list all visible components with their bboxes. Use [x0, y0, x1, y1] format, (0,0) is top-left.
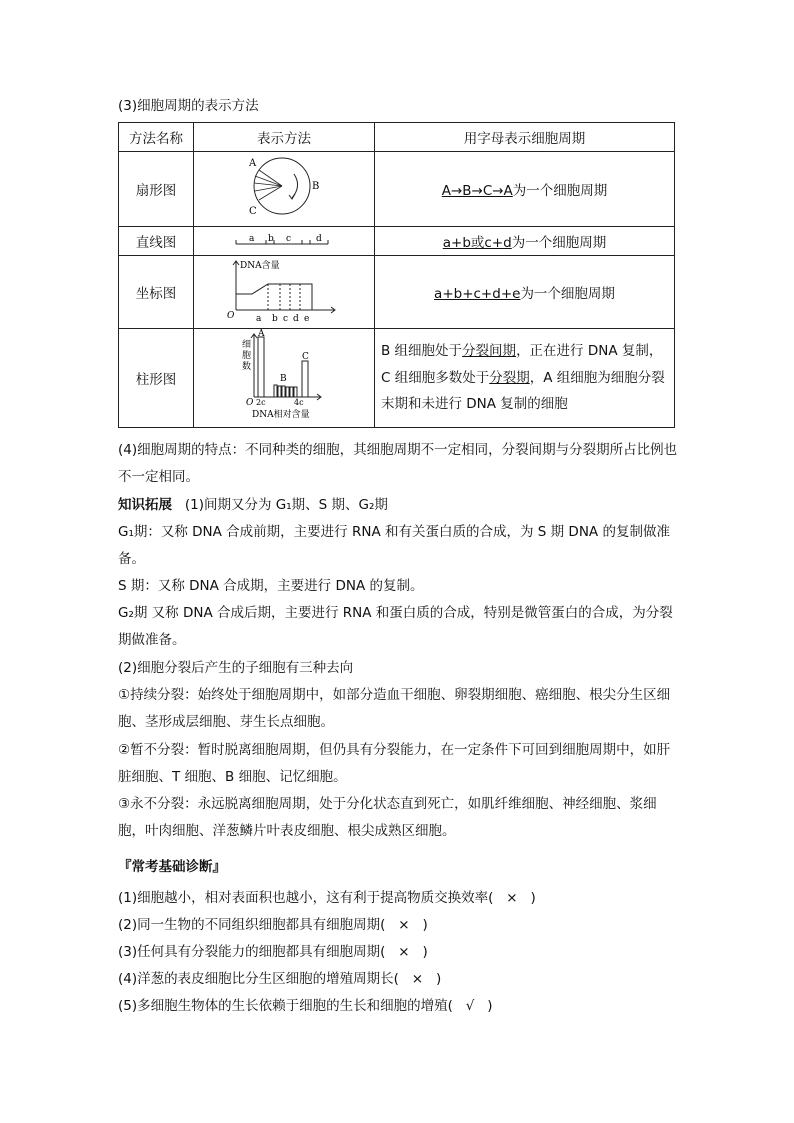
bar-b2: [278, 386, 281, 397]
bar-diagram-cell: [194, 329, 375, 428]
diagnosis-item: [118, 886, 678, 910]
bar-origin: O: [246, 398, 254, 408]
diagnosis-mark: ×: [398, 944, 410, 960]
table-row: [119, 152, 675, 227]
diagnosis-mark: ×: [411, 971, 424, 987]
diagnosis-item: [118, 913, 678, 937]
desc-underlined: a+b+c+d+e: [434, 286, 521, 302]
row-desc: [375, 329, 675, 428]
fan-diagram-cell: [194, 152, 375, 227]
bar-label-c: C: [302, 352, 309, 362]
knowledge-intro: [118, 492, 678, 519]
bar-label-a: A: [258, 329, 265, 339]
coord-label-b: b: [272, 314, 278, 324]
table-row: [119, 329, 675, 428]
diagnosis-text: (5)多细胞生物体的生长依赖于细胞的生长和细胞的增殖(: [118, 998, 453, 1014]
coord-ylabel: DNA含量: [240, 261, 280, 271]
section-3-title: (3)细胞周期的表示方法: [118, 98, 259, 114]
desc-underlined: a+b或c+d: [442, 235, 512, 251]
g1-text: G₁期：又称 DNA 合成前期，主要进行 RNA 和有关蛋白质的合成，为 S 期 DNA 的复制做准备。: [118, 524, 670, 567]
bar-c: [302, 361, 308, 397]
row-name: 扇形图: [119, 152, 194, 227]
coord-label-a: a: [256, 314, 262, 324]
diagnosis-item: [118, 994, 678, 1018]
table-row: [119, 256, 675, 329]
bar-b5: [290, 387, 293, 397]
coord-diagram: [194, 256, 374, 324]
bar-b3: [282, 386, 285, 397]
cell-cycle-table: [118, 122, 675, 428]
desc-rest: 为一个细胞周期: [520, 286, 615, 302]
bar-ylabel-3: 数: [242, 362, 252, 372]
desc-part: ，A 组细胞为细胞分裂末期和未进行 DNA 复制的细胞: [381, 369, 665, 413]
row-name: 柱形图: [119, 329, 194, 428]
diagnosis-text: (4)洋葱的表皮细胞比分生区细胞的增殖周期长(: [118, 971, 399, 987]
line-label-c: c: [286, 234, 292, 244]
fan-label-c: C: [249, 206, 257, 217]
diagnosis-mark: ×: [506, 890, 518, 906]
diagnosis-mark: √: [465, 998, 475, 1014]
bar-b6: [294, 387, 297, 397]
coord-label-e: e: [304, 314, 310, 324]
desc-underlined: 分裂间期: [462, 343, 517, 360]
line-diagram-cell: [194, 227, 375, 256]
bar-xlabel: DNA相对含量: [252, 410, 310, 420]
s-text: S 期：又称 DNA 合成期，主要进行 DNA 的复制。: [118, 578, 424, 594]
row-desc: [375, 152, 675, 227]
knowledge-tag: 知识拓展: [118, 497, 172, 513]
line-label-d: d: [316, 234, 322, 244]
diagnosis-close: ): [530, 890, 536, 906]
diagnosis-mark: ×: [398, 917, 410, 933]
fan-label-b: B: [312, 181, 320, 192]
desc-part: B 组细胞处于: [381, 343, 463, 360]
row-desc: [375, 227, 675, 256]
bar-ylabel-2: 胞: [242, 351, 252, 361]
desc-rest: 为一个细胞周期: [511, 235, 607, 251]
line-label-b: b: [268, 234, 274, 244]
header-letters: 用字母表示细胞周期: [375, 123, 675, 152]
fan-label-a: A: [249, 158, 257, 169]
header-representation: 表示方法: [194, 123, 375, 152]
fate-3: ③永不分裂：永远脱离细胞周期，处于分化状态直到死亡，如肌纤维细胞、神经细胞、浆细胞，叶肉细胞、洋葱鳞片叶表皮细胞、根尖成熟区细胞。: [118, 796, 657, 839]
bar-tick-2c: 2c: [256, 398, 266, 407]
desc-underlined: 分裂期: [489, 369, 530, 386]
diagnosis-close: ): [487, 998, 493, 1014]
diagnosis-close: ): [422, 944, 428, 960]
desc-part: ，正在进行 DNA 复制，C 组细胞多数处于: [381, 343, 663, 386]
diagnosis-item: [118, 940, 678, 964]
fate-2: ②暂不分裂：暂时脱离细胞周期，但仍具有分裂能力，在一定条件下可回到细胞周期中，如肝脏细胞、T 细胞、B 细胞、记忆细胞。: [118, 742, 671, 785]
bar-a: [258, 337, 264, 397]
fate-intro: (2)细胞分裂后产生的子细胞有三种去向: [118, 660, 354, 676]
line-label-a: a: [249, 234, 255, 244]
bar-diagram: [194, 329, 374, 423]
bar-b1: [274, 385, 277, 397]
section-4-text: (4)细胞周期的特点：不同种类的细胞，其细胞周期不一定相同，分裂间期与分裂期所占比例也不一定相同。: [118, 442, 678, 485]
diagnosis-text: (3)任何具有分裂能力的细胞都具有细胞周期(: [118, 944, 386, 960]
desc-underlined: A→B→C→A: [441, 183, 513, 199]
bar-ylabel-1: 细: [242, 340, 252, 350]
coord-origin: O: [227, 311, 235, 321]
diagnosis-close: ): [435, 971, 442, 987]
diagnosis-item: [118, 967, 678, 991]
diagnosis-title-text: 『常考基础诊断』: [118, 859, 226, 875]
table-header-row: [119, 123, 675, 152]
desc-rest: 为一个细胞周期: [512, 183, 608, 199]
coord-label-d: d: [293, 314, 299, 324]
knowledge-intro-text: (1)间期又分为 G₁期、S 期、G₂期: [184, 497, 388, 513]
table-row: [119, 227, 675, 256]
bar-b4: [286, 387, 289, 397]
g2-text: G₂期 又称 DNA 合成后期，主要进行 RNA 和蛋白质的合成，特别是微管蛋白的合成，为分裂期做准备。: [118, 605, 673, 648]
coord-diagram-cell: [194, 256, 375, 329]
row-name: 坐标图: [119, 256, 194, 329]
row-desc: [375, 256, 675, 329]
diagnosis-text: (1)细胞越小，相对表面积也越小，这有利于提高物质交换效率(: [118, 890, 494, 906]
fan-diagram: [194, 152, 374, 222]
diagnosis-close: ): [422, 917, 428, 933]
line-diagram: [194, 227, 374, 251]
row-name: 直线图: [119, 227, 194, 256]
bar-label-b: B: [280, 374, 287, 384]
coord-label-c: c: [283, 314, 289, 324]
diagnosis-text: (2)同一生物的不同组织细胞都具有细胞周期(: [118, 917, 386, 933]
header-method-name: 方法名称: [119, 123, 194, 152]
bar-tick-4c: 4c: [294, 398, 304, 407]
fate-1: ①持续分裂：始终处于细胞周期中，如部分造血干细胞、卵裂期细胞、癌细胞、根尖分生区细胞、茎形成层细胞、芽生长点细胞。: [118, 687, 671, 730]
diagnosis-title: [118, 855, 678, 879]
